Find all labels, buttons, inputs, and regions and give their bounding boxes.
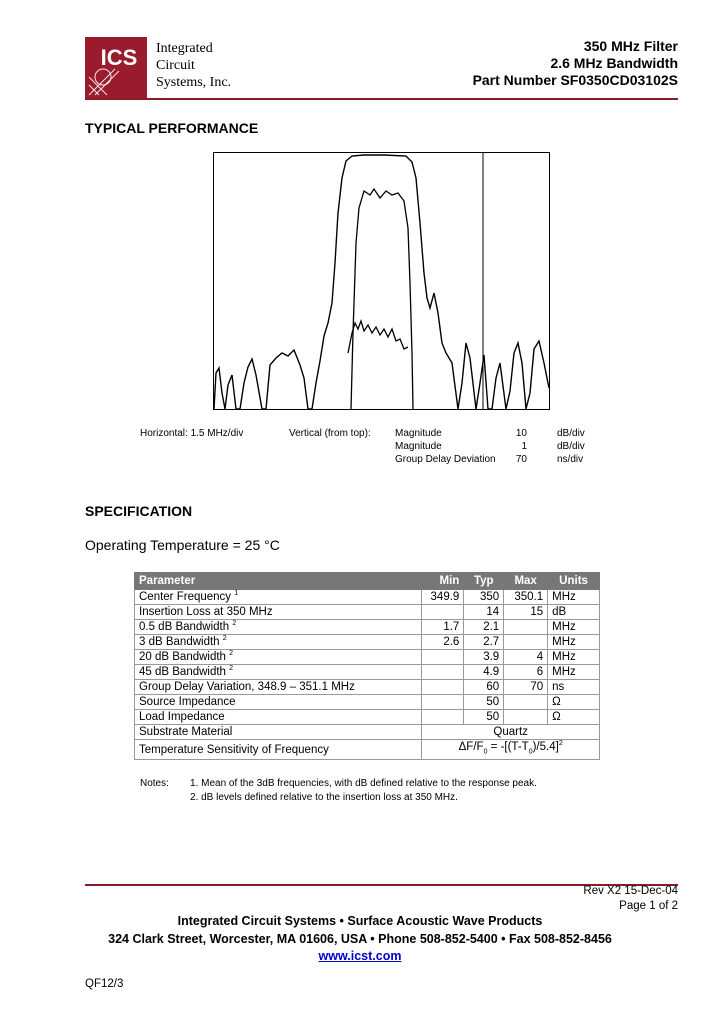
typ-cell: 2.7	[464, 635, 504, 650]
company-line-1: Integrated	[156, 41, 213, 56]
units-cell: MHz	[548, 620, 600, 635]
units-cell: MHz	[548, 590, 600, 605]
trace-group-delay	[348, 321, 408, 353]
table-row	[135, 710, 600, 725]
scale-unit-3: ns/div	[557, 454, 584, 465]
notes	[140, 777, 537, 805]
min-cell	[422, 680, 464, 695]
spec-table	[134, 572, 600, 760]
min-cell: 2.6	[422, 635, 464, 650]
max-cell	[504, 710, 548, 725]
formula-cell: $\Delta F/F_0 = -[(T-T_0)/5.4]^2$	[422, 740, 600, 760]
response-plot-svg	[214, 153, 549, 409]
typical-performance-heading: TYPICAL PERFORMANCE	[85, 120, 259, 136]
footer-company: Integrated Circuit Systems • Surface Acoustic Wave Products	[177, 914, 543, 928]
scale-name-2: Magnitude	[395, 441, 442, 452]
table-row	[135, 650, 600, 665]
max-cell: 15	[504, 605, 548, 620]
scale-value-3: 70	[515, 454, 527, 465]
scale-name-3: Group Delay Deviation	[395, 454, 496, 465]
table-row	[135, 740, 600, 760]
typ-cell: 50	[464, 695, 504, 710]
title-line-3: Part Number SF0350CD03102S	[472, 72, 678, 88]
units-cell: ns	[548, 680, 600, 695]
vertical-scale-label: Vertical (from top):	[289, 428, 371, 439]
footer-url-line	[0, 949, 720, 963]
note-1: 1. Mean of the 3dB frequencies, with dB defined relative to the response peak.	[190, 778, 537, 789]
param-cell: Substrate Material	[135, 725, 422, 740]
scale-name-1: Magnitude	[395, 428, 442, 439]
param-cell: Group Delay Variation, 348.9 – 351.1 MHz	[135, 680, 422, 695]
param-cell: Source Impedance	[135, 695, 422, 710]
page-number: Page 1 of 2	[619, 900, 678, 912]
notes-label: Notes:	[140, 778, 169, 789]
min-cell	[422, 665, 464, 680]
operating-temperature: Operating Temperature = 25 °C	[85, 537, 280, 553]
max-cell: 70	[504, 680, 548, 695]
table-row	[135, 635, 600, 650]
typ-cell: 350	[464, 590, 504, 605]
min-cell: 1.7	[422, 620, 464, 635]
header-rule	[85, 98, 678, 100]
scale-unit-2: dB/div	[557, 441, 585, 452]
note-2: 2. dB levels defined relative to the insertion loss at 350 MHz.	[190, 792, 458, 803]
min-cell	[422, 650, 464, 665]
max-cell	[504, 695, 548, 710]
horizontal-scale: Horizontal: 1.5 MHz/div	[140, 428, 244, 439]
response-plot	[213, 152, 550, 410]
units-cell: Ω	[548, 710, 600, 725]
min-cell	[422, 695, 464, 710]
table-row	[135, 620, 600, 635]
company-line-2: Circuit	[156, 58, 195, 73]
product-title	[473, 38, 678, 89]
specification-heading: SPECIFICATION	[85, 503, 193, 519]
max-cell: 4	[504, 650, 548, 665]
units-cell: dB	[548, 605, 600, 620]
max-cell: 350.1	[504, 590, 548, 605]
typ-cell: 50	[464, 710, 504, 725]
max-cell: 6	[504, 665, 548, 680]
min-cell	[422, 710, 464, 725]
typ-cell: 4.9	[464, 665, 504, 680]
scale-value-2: 1	[521, 441, 527, 452]
col-max: Max	[504, 573, 548, 590]
table-row	[135, 605, 600, 620]
title-line-2: 2.6 MHz Bandwidth	[550, 55, 678, 71]
value-cell: Quartz	[422, 725, 600, 740]
col-min: Min	[422, 573, 464, 590]
trace-magnitude-1db	[351, 189, 413, 409]
spec-header-row	[135, 573, 600, 590]
max-cell	[504, 635, 548, 650]
param-cell: Load Impedance	[135, 710, 422, 725]
typ-cell: 2.1	[464, 620, 504, 635]
param-cell: Insertion Loss at 350 MHz	[135, 605, 422, 620]
param-cell: 3 dB Bandwidth $^2$	[135, 635, 422, 650]
trace-magnitude-10db	[214, 155, 549, 409]
min-cell: 349.9	[422, 590, 464, 605]
scale-unit-1: dB/div	[557, 428, 585, 439]
typ-cell: 3.9	[464, 650, 504, 665]
param-cell: 0.5 dB Bandwidth $^2$	[135, 620, 422, 635]
param-cell: 45 dB Bandwidth $^2$	[135, 665, 422, 680]
units-cell: Ω	[548, 695, 600, 710]
revision-info	[583, 884, 678, 914]
col-typ: Typ	[464, 573, 504, 590]
table-row	[135, 590, 600, 605]
typ-cell: 60	[464, 680, 504, 695]
param-cell: 20 dB Bandwidth $^2$	[135, 650, 422, 665]
col-units: Units	[548, 573, 600, 590]
company-name	[156, 40, 231, 91]
max-cell	[504, 620, 548, 635]
min-cell	[422, 605, 464, 620]
table-row	[135, 680, 600, 695]
table-row	[135, 695, 600, 710]
typ-cell: 14	[464, 605, 504, 620]
logo-text: ICS	[100, 45, 138, 70]
company-logo	[85, 37, 147, 99]
units-cell: MHz	[548, 650, 600, 665]
scale-value-1: 10	[515, 428, 527, 439]
param-cell: Center Frequency $^1$	[135, 590, 422, 605]
param-cell: Temperature Sensitivity of Frequency	[135, 740, 422, 760]
table-row	[135, 725, 600, 740]
footer-address: 324 Clark Street, Worcester, MA 01606, USA • Phone 508-852-5400 • Fax 508-852-8456	[108, 932, 612, 946]
title-line-1: 350 MHz Filter	[583, 38, 678, 54]
col-parameter: Parameter	[135, 573, 422, 590]
company-line-3: Systems, Inc.	[156, 75, 232, 90]
form-code: QF12/3	[85, 978, 124, 990]
units-cell: MHz	[548, 665, 600, 680]
units-cell: MHz	[548, 635, 600, 650]
revision: Rev X2 15-Dec-04	[583, 885, 678, 897]
table-row	[135, 665, 600, 680]
website-link[interactable]: www.icst.com	[318, 949, 402, 963]
